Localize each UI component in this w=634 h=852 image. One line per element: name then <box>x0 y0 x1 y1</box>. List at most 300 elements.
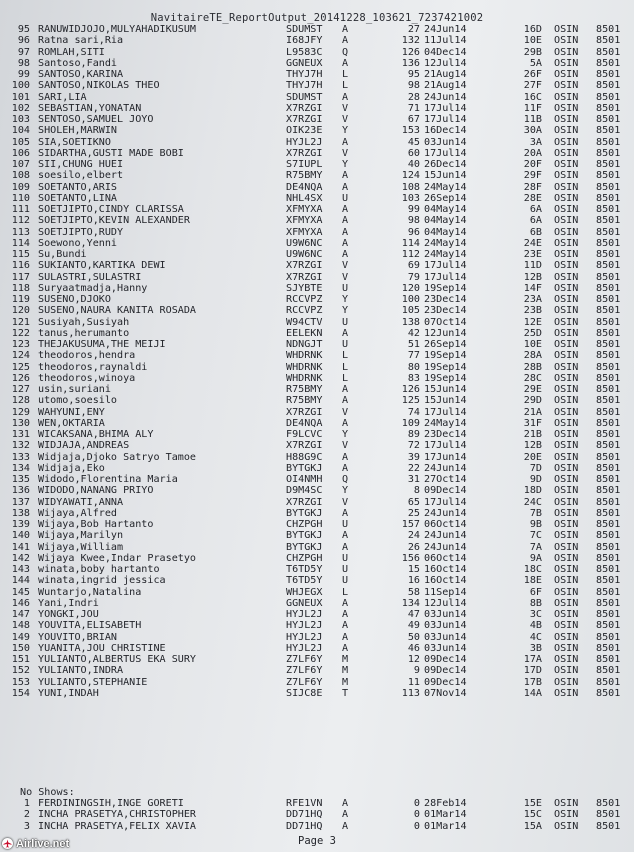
booking-date: 17Jul14 <box>424 114 467 125</box>
seat-number: 6A <box>529 215 542 227</box>
route-code: OSIN <box>554 327 579 339</box>
sequence-number: 45 <box>407 136 420 148</box>
passenger-name: YULIANTO,STEPHANIE <box>38 676 148 688</box>
passenger-name: theodoros,winoya <box>38 372 136 384</box>
flight-number: 8501 <box>596 215 621 227</box>
route-code: OSIN <box>554 507 579 519</box>
row-number: 103 <box>11 114 30 125</box>
flight-number: 8501 <box>596 631 621 643</box>
passenger-row <box>8 463 628 474</box>
row-number: 133 <box>11 451 30 463</box>
passenger-name: WEN,OKTARIA <box>38 417 105 429</box>
booking-date: 09Dec14 <box>424 676 467 688</box>
booking-code: HYJL2J <box>286 631 323 643</box>
row-number: 107 <box>11 159 30 170</box>
sequence-number: 31 <box>407 474 420 485</box>
row-number: 106 <box>11 147 30 159</box>
booking-date: 09Dec14 <box>424 654 467 665</box>
passenger-name: SARI,LIA <box>38 91 87 103</box>
report-title: NavitaireTE_ReportOutput_20141228_103621_7237421002 <box>150 12 484 24</box>
seat-number: 27F <box>523 80 542 92</box>
sequence-number: 12 <box>407 654 420 665</box>
passenger-name: YONGKI,JOU <box>38 609 99 620</box>
route-code: OSIN <box>554 46 579 58</box>
route-code: OSIN <box>554 170 579 182</box>
passenger-row <box>8 373 628 384</box>
passenger-name: Widodo,Florentina Maria <box>38 474 178 485</box>
passenger-row <box>8 643 628 654</box>
sequence-number: 8 <box>413 485 420 497</box>
passenger-row <box>8 204 628 215</box>
booking-date: 12Jun14 <box>424 327 467 339</box>
route-code: OSIN <box>554 564 579 575</box>
route-code: OSIN <box>554 181 579 193</box>
booking-code: DE4NQA <box>286 417 323 429</box>
row-number: 145 <box>11 586 30 598</box>
seat-number: 3B <box>529 642 542 654</box>
passenger-name: SIA,SOETIKNO <box>38 136 111 148</box>
flight-number: 8501 <box>596 395 621 407</box>
booking-date: 24May14 <box>424 237 467 249</box>
row-number: 136 <box>11 485 30 497</box>
booking-code: X7RZGI <box>286 147 323 159</box>
seat-number: 14F <box>523 282 542 294</box>
booking-date: 24May14 <box>424 417 467 429</box>
seat-number: 23E <box>523 249 542 260</box>
passenger-name: THEJAKUSUMA,THE MEIJI <box>38 339 166 350</box>
sequence-number: 126 <box>401 384 420 395</box>
booking-code: RCCVPZ <box>286 305 323 317</box>
passenger-name: SULASTRI,SULASTRI <box>38 271 142 283</box>
sequence-number: 0 <box>413 798 420 809</box>
booking-date: 06Oct14 <box>424 552 467 564</box>
booking-date: 23Dec14 <box>424 429 467 440</box>
booking-code: SDUMST <box>286 24 323 35</box>
booking-date: 11Jul14 <box>424 35 467 47</box>
seat-number: 26F <box>523 69 542 80</box>
route-code: OSIN <box>554 57 579 69</box>
seat-number: 7C <box>529 530 542 542</box>
seat-number: 11D <box>523 260 542 272</box>
sequence-number: 27 <box>407 24 420 35</box>
passenger-row <box>8 474 628 485</box>
passenger-name: winata,ingrid jessica <box>38 575 166 587</box>
route-code: OSIN <box>554 395 579 407</box>
fare-class: Y <box>342 305 349 317</box>
route-code: OSIN <box>554 417 579 429</box>
passenger-row <box>8 317 628 328</box>
booking-date: 19Sep14 <box>424 372 467 384</box>
seat-number: 29B <box>523 46 542 58</box>
booking-code: NHL4SX <box>286 192 323 204</box>
route-code: OSIN <box>554 226 579 238</box>
flight-number: 8501 <box>596 237 621 249</box>
booking-date: 19Sep14 <box>424 361 467 373</box>
row-number: 112 <box>11 215 30 227</box>
airlive-watermark <box>2 836 69 851</box>
sequence-number: 114 <box>401 237 420 249</box>
fare-class: Y <box>342 159 349 170</box>
route-code: OSIN <box>554 620 579 632</box>
route-code: OSIN <box>554 282 579 294</box>
passenger-name: Wijaya,William <box>38 541 124 553</box>
route-code: OSIN <box>554 316 579 328</box>
row-number: 132 <box>11 440 30 452</box>
fare-class: A <box>342 237 349 249</box>
sequence-number: 108 <box>401 181 420 193</box>
booking-date: 03Jun14 <box>424 631 467 643</box>
no-show-row <box>8 798 628 809</box>
flight-number: 8501 <box>596 820 621 832</box>
row-number: 149 <box>11 631 30 643</box>
flight-number: 8501 <box>596 642 621 654</box>
seat-number: 11B <box>523 114 542 125</box>
passenger-row <box>8 47 628 58</box>
route-code: OSIN <box>554 147 579 159</box>
flight-number: 8501 <box>596 125 621 137</box>
fare-class: A <box>342 226 349 238</box>
route-code: OSIN <box>554 575 579 587</box>
passenger-row <box>8 283 628 294</box>
booking-date: 19Sep14 <box>424 282 467 294</box>
row-number: 146 <box>11 597 30 609</box>
passenger-name: RANUWIDJOJO,MULYAHADIKUSUM <box>38 24 197 35</box>
passenger-name: SEBASTIAN,YONATAN <box>38 102 142 114</box>
booking-date: 23Dec14 <box>424 305 467 317</box>
booking-date: 24May14 <box>424 249 467 260</box>
row-number: 122 <box>11 327 30 339</box>
sequence-number: 132 <box>401 35 420 47</box>
fare-class: A <box>342 384 349 395</box>
row-number: 99 <box>17 69 30 80</box>
booking-code: SDUMST <box>286 91 323 103</box>
booking-code: BYTGKJ <box>286 541 323 553</box>
seat-number: 12B <box>523 271 542 283</box>
passenger-name: WICAKSANA,BHIMA ALY <box>38 429 154 440</box>
row-number: 138 <box>11 507 30 519</box>
route-code: OSIN <box>554 609 579 620</box>
booking-code: RFE1VN <box>286 798 323 809</box>
booking-date: 09Dec14 <box>424 485 467 497</box>
seat-number: 6F <box>529 586 542 598</box>
fare-class: A <box>342 249 349 260</box>
route-code: OSIN <box>554 384 579 395</box>
fare-class: V <box>342 440 349 452</box>
booking-code: GGNEUX <box>286 597 323 609</box>
route-code: OSIN <box>554 586 579 598</box>
flight-number: 8501 <box>596 620 621 632</box>
route-code: OSIN <box>554 485 579 497</box>
passenger-name: tanus,herumanto <box>38 327 130 339</box>
seat-number: 16C <box>523 91 542 103</box>
booking-date: 24Jun14 <box>424 507 467 519</box>
flight-number: 8501 <box>596 350 621 362</box>
fare-class: V <box>342 147 349 159</box>
seat-number: 28F <box>523 181 542 193</box>
passenger-row <box>8 519 628 530</box>
sequence-number: 105 <box>401 305 420 317</box>
airplane-icon <box>2 838 13 849</box>
booking-date: 16Oct14 <box>424 564 467 575</box>
passenger-name: Wijaya,Bob Hartanto <box>38 519 154 530</box>
booking-code: XFMYXA <box>286 204 323 215</box>
booking-date: 24Jun14 <box>424 530 467 542</box>
booking-code: T6TD5Y <box>286 564 323 575</box>
seat-number: 28C <box>523 372 542 384</box>
passenger-row <box>8 407 628 418</box>
passenger-name: WIDJAJA,ANDREAS <box>38 440 130 452</box>
row-number: 117 <box>11 271 30 283</box>
row-number: 147 <box>11 609 30 620</box>
booking-code: Z7LF6Y <box>286 654 323 665</box>
route-code: OSIN <box>554 552 579 564</box>
passenger-row <box>8 497 628 508</box>
passenger-name: YULIANTO,INDRA <box>38 665 124 677</box>
route-code: OSIN <box>554 406 579 418</box>
flight-number: 8501 <box>596 114 621 125</box>
flight-number: 8501 <box>596 260 621 272</box>
route-code: OSIN <box>554 496 579 508</box>
sequence-number: 99 <box>407 204 420 215</box>
seat-number: 28E <box>523 192 542 204</box>
passenger-list <box>8 24 628 699</box>
sequence-number: 72 <box>407 440 420 452</box>
passenger-row <box>8 350 628 361</box>
row-number: 109 <box>11 181 30 193</box>
passenger-row <box>8 632 628 643</box>
fare-class: M <box>342 665 349 677</box>
booking-date: 04May14 <box>424 204 467 215</box>
route-code: OSIN <box>554 530 579 542</box>
booking-date: 17Jul14 <box>424 271 467 283</box>
flight-number: 8501 <box>596 474 621 485</box>
flight-number: 8501 <box>596 462 621 474</box>
flight-number: 8501 <box>596 102 621 114</box>
booking-date: 03Jun14 <box>424 609 467 620</box>
fare-class: A <box>342 327 349 339</box>
route-code: OSIN <box>554 429 579 440</box>
fare-class: Y <box>342 485 349 497</box>
flight-number: 8501 <box>596 609 621 620</box>
route-code: OSIN <box>554 294 579 305</box>
seat-number: 21A <box>523 406 542 418</box>
booking-code: Z7LF6Y <box>286 665 323 677</box>
row-number: 140 <box>11 530 30 542</box>
fare-class: Q <box>342 474 349 485</box>
row-number: 148 <box>11 620 30 632</box>
row-number: 141 <box>11 541 30 553</box>
passenger-name: Santoso,Fandi <box>38 57 118 69</box>
flight-number: 8501 <box>596 170 621 182</box>
booking-code: X7RZGI <box>286 440 323 452</box>
booking-code: X7RZGI <box>286 260 323 272</box>
booking-date: 17Jul14 <box>424 260 467 272</box>
flight-number: 8501 <box>596 507 621 519</box>
row-number: 115 <box>11 249 30 260</box>
fare-class: A <box>342 620 349 632</box>
passenger-row <box>8 429 628 440</box>
seat-number: 10E <box>523 35 542 47</box>
fare-class: A <box>342 395 349 407</box>
passenger-name: SOETANTO,LINA <box>38 192 118 204</box>
passenger-name: INCHA PRASETYA,CHRISTOPHER <box>38 809 197 821</box>
passenger-row <box>8 665 628 676</box>
passenger-name: SHOLEH,MARWIN <box>38 125 118 137</box>
fare-class: T <box>342 687 349 699</box>
passenger-row <box>8 542 628 553</box>
booking-date: 17Jul14 <box>424 440 467 452</box>
passenger-row <box>8 587 628 598</box>
booking-date: 17Jul14 <box>424 147 467 159</box>
passenger-row <box>8 575 628 586</box>
passenger-name: Yani,Indri <box>38 597 99 609</box>
route-code: OSIN <box>554 339 579 350</box>
passenger-row <box>8 272 628 283</box>
flight-number: 8501 <box>596 361 621 373</box>
sequence-number: 69 <box>407 260 420 272</box>
sequence-number: 60 <box>407 147 420 159</box>
booking-date: 07Oct14 <box>424 316 467 328</box>
booking-date: 15Jun14 <box>424 170 467 182</box>
booking-date: 15Jun14 <box>424 395 467 407</box>
passenger-name: Susiyah,Susiyah <box>38 316 130 328</box>
booking-code: OI4NMH <box>286 474 323 485</box>
fare-class: U <box>342 552 349 564</box>
sequence-number: 65 <box>407 496 420 508</box>
row-number: 100 <box>11 80 30 92</box>
booking-code: SJYBTE <box>286 282 323 294</box>
seat-number: 4B <box>529 620 542 632</box>
fare-class: L <box>342 69 349 80</box>
booking-code: HYJL2J <box>286 620 323 632</box>
flight-number: 8501 <box>596 159 621 170</box>
route-code: OSIN <box>554 361 579 373</box>
fare-class: M <box>342 654 349 665</box>
fare-class: L <box>342 80 349 92</box>
route-code: OSIN <box>554 215 579 227</box>
fare-class: L <box>342 586 349 598</box>
flight-number: 8501 <box>596 575 621 587</box>
row-number: 96 <box>17 35 30 47</box>
flight-number: 8501 <box>596 687 621 699</box>
seat-number: 4C <box>529 631 542 643</box>
seat-number: 31F <box>523 417 542 429</box>
fare-class: A <box>342 35 349 47</box>
passenger-row <box>8 80 628 91</box>
flight-number: 8501 <box>596 282 621 294</box>
booking-code: CHZPGH <box>286 552 323 564</box>
flight-number: 8501 <box>596 46 621 58</box>
seat-number: 17B <box>523 676 542 688</box>
seat-number: 17D <box>523 665 542 677</box>
flight-number: 8501 <box>596 294 621 305</box>
booking-code: R75BMY <box>286 384 323 395</box>
sequence-number: 11 <box>407 676 420 688</box>
passenger-row <box>8 148 628 159</box>
passenger-name: YUNI,INDAH <box>38 687 99 699</box>
seat-number: 7B <box>529 507 542 519</box>
row-number: 143 <box>11 564 30 575</box>
booking-date: 21Aug14 <box>424 80 467 92</box>
booking-code: WHDRNK <box>286 372 323 384</box>
seat-number: 3C <box>529 609 542 620</box>
passenger-row <box>8 24 628 35</box>
booking-code: X7RZGI <box>286 406 323 418</box>
seat-number: 18C <box>523 564 542 575</box>
passenger-row <box>8 227 628 238</box>
booking-code: GGNEUX <box>286 57 323 69</box>
passenger-name: SENTOSO,SAMUEL JOYO <box>38 114 154 125</box>
route-code: OSIN <box>554 462 579 474</box>
fare-class: U <box>342 192 349 204</box>
passenger-name: SANTOSO,KARINA <box>38 69 124 80</box>
flight-number: 8501 <box>596 204 621 215</box>
passenger-name: SOETANTO,ARIS <box>38 181 118 193</box>
row-number: 134 <box>11 462 30 474</box>
passenger-row <box>8 260 628 271</box>
route-code: OSIN <box>554 271 579 283</box>
booking-code: F9LCVC <box>286 429 323 440</box>
sequence-number: 153 <box>401 125 420 137</box>
sequence-number: 95 <box>407 69 420 80</box>
sequence-number: 22 <box>407 462 420 474</box>
booking-code: THYJ7H <box>286 69 323 80</box>
sequence-number: 49 <box>407 620 420 632</box>
route-code: OSIN <box>554 192 579 204</box>
passenger-row <box>8 620 628 631</box>
sequence-number: 98 <box>407 80 420 92</box>
flight-number: 8501 <box>596 305 621 317</box>
route-code: OSIN <box>554 631 579 643</box>
booking-code: U9W6NC <box>286 237 323 249</box>
route-code: OSIN <box>554 102 579 114</box>
sequence-number: 42 <box>407 327 420 339</box>
seat-number: 9D <box>529 474 542 485</box>
row-number: 139 <box>11 519 30 530</box>
seat-number: 6B <box>529 226 542 238</box>
route-code: OSIN <box>554 136 579 148</box>
booking-code: OIK23E <box>286 125 323 137</box>
watermark-text: Airlive.net <box>16 837 70 850</box>
passenger-row <box>8 215 628 226</box>
route-code: OSIN <box>554 451 579 463</box>
passenger-name: Widjaja,Djoko Satryo Tamoe <box>38 451 197 463</box>
booking-code: X7RZGI <box>286 102 323 114</box>
fare-class: A <box>342 24 349 35</box>
passenger-row <box>8 170 628 181</box>
row-number: 120 <box>11 305 30 317</box>
sequence-number: 100 <box>401 294 420 305</box>
sequence-number: 50 <box>407 631 420 643</box>
booking-code: R75BMY <box>286 170 323 182</box>
booking-date: 19Sep14 <box>424 350 467 362</box>
booking-code: Z7LF6Y <box>286 676 323 688</box>
flight-number: 8501 <box>596 69 621 80</box>
page-number: Page 3 <box>298 835 336 847</box>
booking-date: 01Mar14 <box>424 809 467 821</box>
passenger-row <box>8 103 628 114</box>
passenger-row <box>8 339 628 350</box>
booking-code: X7RZGI <box>286 114 323 125</box>
flight-number: 8501 <box>596 530 621 542</box>
sequence-number: 67 <box>407 114 420 125</box>
sequence-number: 80 <box>407 361 420 373</box>
passenger-row <box>8 114 628 125</box>
seat-number: 12E <box>523 316 542 328</box>
passenger-row <box>8 182 628 193</box>
passenger-row <box>8 35 628 46</box>
route-code: OSIN <box>554 35 579 47</box>
